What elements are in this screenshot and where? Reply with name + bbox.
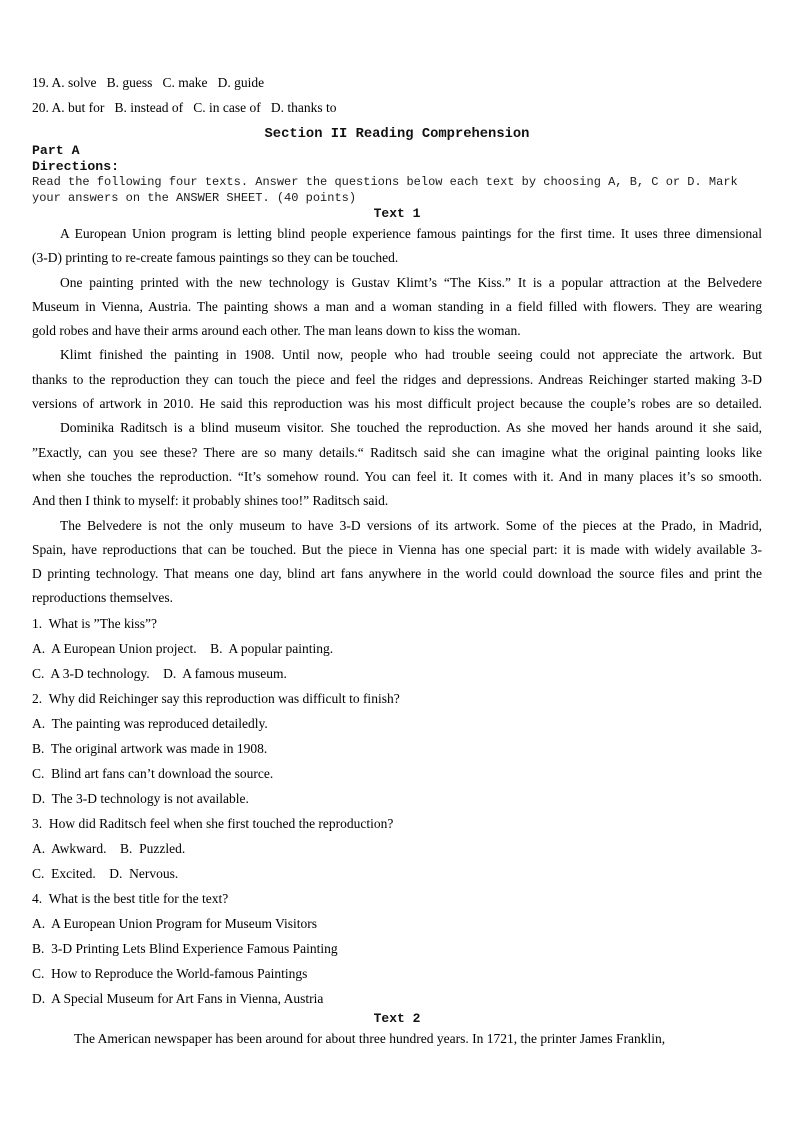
text1-paragraph <box>32 222 762 271</box>
text2-heading: Text 2 <box>373 1010 421 1026</box>
cloze-line-20: 20. A. but for B. instead of C. in case of D. thanks to <box>32 100 337 115</box>
question-option-line: A. Awkward. B. Puzzled. <box>32 840 186 856</box>
question-option-line: C. How to Reproduce the World-famous Paintings <box>32 965 308 981</box>
text1-paragraph <box>32 271 762 344</box>
paragraph-line: And then I think to myself: it probably shines too!” Raditsch said. <box>32 493 389 509</box>
paragraph-line: reproductions themselves. <box>32 590 173 606</box>
paragraph-line: Spain, have reproductions that can be touched. But the piece in Vienna has one special part: it is made with widely available 3- <box>32 541 762 557</box>
text1-paragraph <box>32 514 762 611</box>
question-option-line: A. A European Union Program for Museum Visitors <box>32 915 318 931</box>
question-option-line: C. A 3-D technology. D. A famous museum. <box>32 665 287 681</box>
question-option-line: C. Excited. D. Nervous. <box>32 865 179 881</box>
text2-opening-line: The American newspaper has been around for about three hundred years. In 1721, the printer James Franklin, <box>74 1030 666 1046</box>
cloze-line-19: 19. A. solve B. guess C. make D. guide <box>32 75 265 90</box>
paragraph-line: Klimt finished the painting in 1908. Until now, people who had trouble seeing could not appreciate the artwork. But <box>60 347 762 363</box>
paragraph-line: A European Union program is letting blind people experience famous paintings for the first time. It uses three dimensional <box>60 226 762 241</box>
question-1 <box>32 611 762 686</box>
paragraph-line: One painting printed with the new technology is Gustav Klimt’s “The Kiss.” It is a popular attraction at the Belvedere <box>60 274 762 290</box>
question-stem: 2. Why did Reichinger say this reproduction was difficult to finish? <box>32 690 400 706</box>
paragraph-line: ”Exactly, can you see these? There are so many details.“ Raditsch said she can imagine what the original painting looks like <box>32 444 762 460</box>
question-option-line: A. A European Union project. B. A popular painting. <box>32 640 334 656</box>
question-option-line: D. A Special Museum for Art Fans in Vienna, Austria <box>32 990 324 1006</box>
paragraph-line: gold robes and have their arms around each other. The man leans down to kiss the woman. <box>32 323 521 339</box>
question-2 <box>32 686 762 811</box>
question-3 <box>32 811 762 886</box>
paragraph-line: Museum in Vienna, Austria. The painting shows a man and a woman standing in a field filled with flowers. They are wearing <box>32 298 762 314</box>
question-option-line: A. The painting was reproduced detailedly. <box>32 715 268 731</box>
paragraph-line: when she touches the reproduction. “It’s somehow round. You can feel it. It comes with it. And in many places it’s so smooth. <box>32 468 762 484</box>
directions-line: Read the following four texts. Answer the questions below each text by choosing A, B, C or D. Mark <box>32 175 738 189</box>
paragraph-line: (3-D) printing to re-create famous paintings so they can be touched. <box>32 250 399 266</box>
paragraph-line: Dominika Raditsch is a blind museum visitor. She touched the reproduction. As she moved her hands around it she said, <box>60 420 762 436</box>
question-4 <box>32 886 762 1011</box>
directions-line: your answers on the ANSWER SHEET. (40 points) <box>32 190 357 205</box>
text1-paragraph <box>32 343 762 416</box>
question-stem: 4. What is the best title for the text? <box>32 890 229 906</box>
text1-heading: Text 1 <box>373 206 421 221</box>
question-option-line: B. 3-D Printing Lets Blind Experience Famous Painting <box>32 940 338 956</box>
paragraph-line: versions of artwork in 2010. He said this reproduction was his most difficult project because the couple’s robes are so detailed. <box>32 396 762 412</box>
part-label: Part A <box>32 143 80 158</box>
question-stem: 1. What is ”The kiss”? <box>32 615 157 631</box>
question-option-line: D. The 3-D technology is not available. <box>32 790 249 806</box>
paragraph-line: The Belvedere is not the only museum to have 3-D versions of its artwork. Some of the pieces at the Prado, in Madrid, <box>60 517 762 533</box>
paragraph-line: thanks to the reproduction they can touch the piece and feel the ridges and depressions. Andreas Reichinger started making 3-D <box>32 371 762 387</box>
text1-paragraph <box>32 416 762 513</box>
directions-label: Directions: <box>32 159 120 174</box>
question-option-line: B. The original artwork was made in 1908. <box>32 740 268 756</box>
question-stem: 3. How did Raditsch feel when she first touched the reproduction? <box>32 815 394 831</box>
paragraph-line: D printing technology. That means one day, blind art fans anywhere in the world could download the source files and print the <box>32 566 762 582</box>
question-option-line: C. Blind art fans can’t download the source. <box>32 765 274 781</box>
section-title: Section II Reading Comprehension <box>264 127 530 142</box>
